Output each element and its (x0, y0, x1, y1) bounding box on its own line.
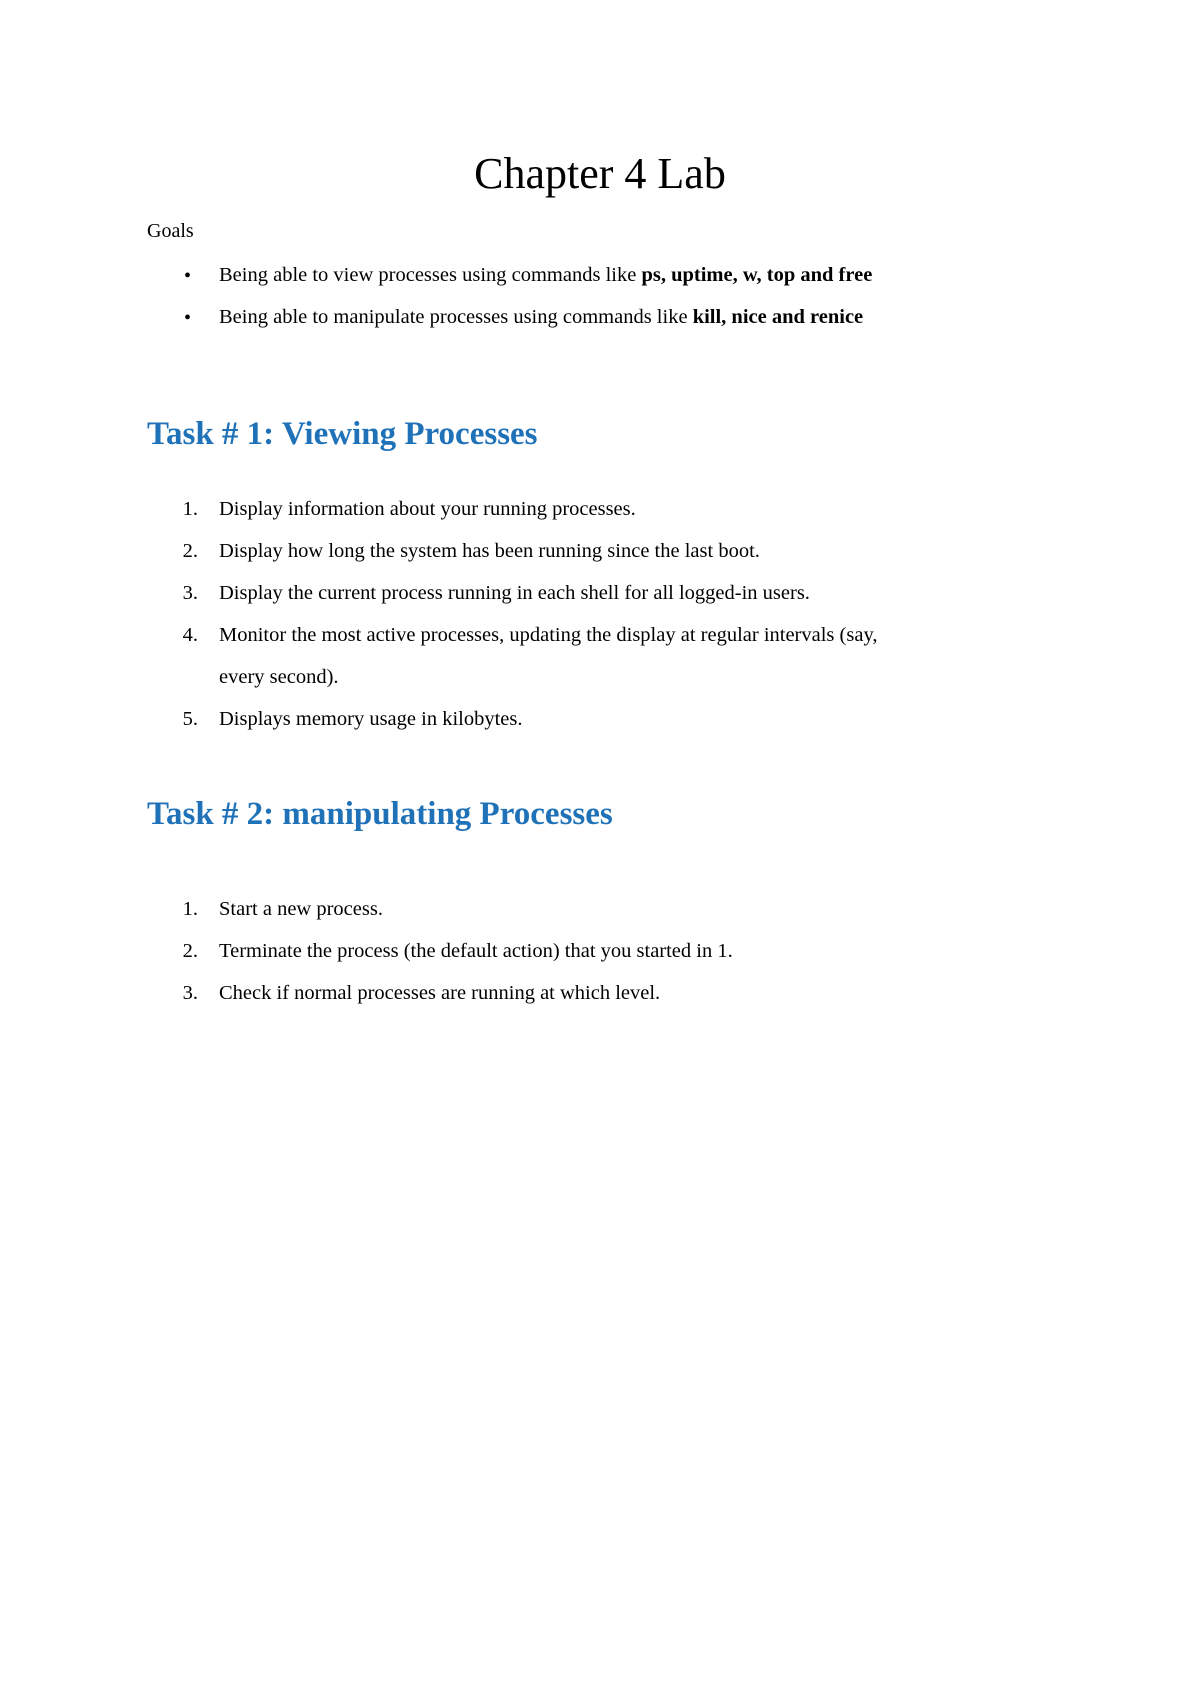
list-item: Display information about your running processes. (219, 498, 636, 520)
goal-item (219, 304, 863, 330)
list-item: Display how long the system has been running since the last boot. (219, 540, 760, 562)
list-item: Start a new process. (219, 898, 383, 920)
list-number: 2. (182, 940, 198, 962)
page-title: Chapter 4 Lab (474, 149, 726, 198)
list-number: 1. (182, 498, 198, 520)
list-number: 4. (182, 624, 198, 646)
list-item: Display the current process running in each shell for all logged-in users. (219, 582, 810, 604)
goal-commands: kill, nice and renice (692, 306, 864, 328)
list-item: Check if normal processes are running at which level. (219, 982, 661, 1004)
list-item-continuation: every second). (219, 666, 339, 688)
bullet-icon: • (184, 265, 192, 287)
list-item: Displays memory usage in kilobytes. (219, 708, 523, 730)
list-item: Monitor the most active processes, updating the display at regular intervals (say, (219, 624, 878, 646)
goal-commands: ps, uptime, w, top and free (641, 264, 873, 286)
list-number: 3. (182, 982, 198, 1004)
task1-heading: Task # 1: Viewing Processes (147, 416, 538, 452)
bullet-icon: • (184, 307, 192, 329)
list-number: 5. (182, 708, 198, 730)
list-number: 2. (182, 540, 198, 562)
list-item: Terminate the process (the default action) that you started in 1. (219, 940, 733, 962)
goal-text: Being able to view processes using commands like (219, 264, 642, 286)
task2-heading: Task # 2: manipulating Processes (147, 796, 613, 832)
goals-label: Goals (147, 220, 194, 242)
list-number: 1. (182, 898, 198, 920)
list-number: 3. (182, 582, 198, 604)
goal-text: Being able to manipulate processes using commands like (219, 306, 693, 328)
goal-item (219, 262, 872, 288)
